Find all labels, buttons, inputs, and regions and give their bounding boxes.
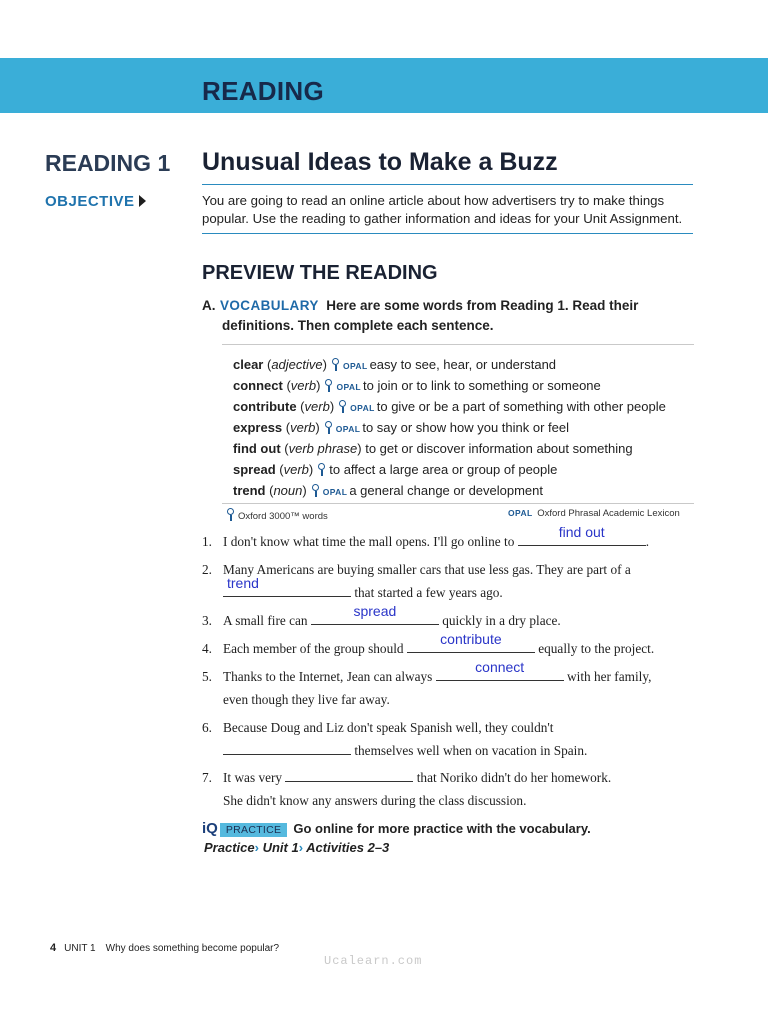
objective-line-1: You are going to read an online article about how advertisers try to make things [202, 193, 665, 208]
answer-blank[interactable] [407, 631, 535, 653]
vocab-pos: verb [290, 378, 317, 393]
question-number: 5. [202, 669, 212, 684]
vocab-word: express [233, 420, 283, 435]
answer-text: spread [353, 603, 397, 619]
vocab-definition: to join or to link to something or someone [363, 378, 601, 393]
objective-text: OBJECTIVE [45, 193, 135, 210]
section-title: READING [202, 76, 324, 106]
vocabulary-item: spread (verb) to affect a large area or group of people [233, 462, 558, 477]
vocab-definition: easy to see, hear, or understand [369, 357, 557, 372]
instruction-line-2: definitions. Then complete each sentence. [222, 318, 494, 333]
question-6 [202, 716, 692, 762]
reading-number-label: READING 1 [45, 150, 171, 176]
answer-blank[interactable] [518, 524, 646, 546]
answer-blank[interactable] [311, 603, 439, 625]
oxford-key-icon [324, 379, 333, 392]
question-number: 4. [202, 641, 212, 656]
vocab-definition: to affect a large area or group of people [329, 462, 558, 477]
question-1 [202, 524, 692, 553]
vocab-word: contribute [233, 399, 297, 414]
opal-tag: OPAL [342, 361, 368, 371]
vocabulary-item: trend (noun) OPAL a general change or development [233, 483, 544, 498]
question-text-line-2: She didn't know any answers during the class discussion. [223, 793, 527, 808]
question-text: Many Americans are buying smaller cars that use less gas. They are part of a [223, 562, 631, 577]
vocab-definition: a general change or development [349, 483, 544, 498]
question-text: Thanks to the Internet, Jean can always [223, 669, 433, 684]
path-activities[interactable]: Activities 2–3 [306, 840, 390, 855]
opal-tag: OPAL [322, 487, 348, 497]
section-banner [0, 58, 768, 113]
question-text-after: quickly in a dry place. [442, 613, 561, 628]
path-unit[interactable]: Unit 1 [262, 840, 299, 855]
question-text-after: . [645, 534, 650, 549]
answer-blank[interactable] [223, 739, 351, 755]
question-text-after: equally to the project. [538, 641, 655, 656]
vocabulary-item: express (verb) OPAL to say or show how you think or feel [233, 420, 570, 435]
question-5 [202, 659, 692, 711]
vocab-word: trend [233, 483, 266, 498]
vocabulary-item: find out (verb phrase) to get or discover information about something [233, 441, 633, 456]
question-text: Because Doug and Liz don't speak Spanish well, they couldn't [223, 720, 554, 735]
page-number: 4 [50, 942, 57, 954]
question-number: 7. [202, 770, 212, 785]
opal-tag: OPAL [336, 382, 362, 392]
vocab-word: clear [233, 357, 264, 372]
vocab-word: find out [233, 441, 281, 456]
oxford-legend-text: Oxford 3000™ words [238, 511, 328, 522]
vocabulary-item: clear (adjective) OPAL easy to see, hear, or understand [233, 357, 557, 372]
question-number: 3. [202, 613, 212, 628]
question-7 [202, 766, 692, 812]
question-text-after: with her family, [567, 669, 652, 684]
oxford-legend [222, 508, 328, 522]
page-footer [50, 942, 279, 954]
oxford-key-icon [338, 400, 347, 413]
question-text-line-2: even though they live far away. [223, 692, 390, 707]
vocab-pos: verb [304, 399, 330, 414]
oxford-key-icon [317, 463, 326, 476]
oxford-key-icon [226, 508, 235, 521]
question-number: 1. [202, 534, 212, 549]
oxford-key-icon [311, 484, 320, 497]
vocab-box-top-rule [222, 344, 694, 345]
question-text-after: that Noriko didn't do her homework. [416, 770, 612, 785]
answer-text: find out [558, 524, 605, 540]
vocab-pos: verb phrase [288, 441, 358, 456]
triangle-right-icon [139, 195, 146, 207]
opal-tag: OPAL [335, 424, 361, 434]
opal-tag: OPAL [508, 508, 533, 518]
question-text: Each member of the group should [223, 641, 404, 656]
vocab-pos: noun [273, 483, 303, 498]
vocabulary-label: VOCABULARY [220, 298, 319, 313]
question-text: It was very [223, 770, 283, 785]
vocabulary-list [233, 354, 693, 501]
vocab-pos: verb [283, 462, 309, 477]
question-number: 6. [202, 720, 212, 735]
answer-text: contribute [440, 631, 502, 647]
vocabulary-item: contribute (verb) OPAL to give or be a part of something with other people [233, 399, 666, 414]
answer-blank[interactable] [285, 766, 413, 782]
iq-logo: iQ [202, 820, 218, 837]
article-title: Unusual Ideas to Make a Buzz [202, 148, 558, 176]
objective-label [45, 193, 146, 210]
practice-badge[interactable]: PRACTICE [220, 823, 288, 837]
question-text: I don't know what time the mall opens. I'll go online to [223, 534, 515, 549]
title-divider [202, 184, 693, 185]
vocab-word: spread [233, 462, 276, 477]
opal-legend [508, 508, 680, 519]
objective-description [202, 192, 694, 228]
answer-blank[interactable] [223, 575, 351, 597]
practice-text: Go online for more practice with the vocabulary. [293, 821, 591, 836]
vocab-definition: to get or discover information about something [365, 441, 633, 456]
vocab-pos: adjective [271, 357, 323, 372]
question-text-after: themselves well when on vacation in Spain. [354, 743, 588, 758]
opal-tag: OPAL [350, 403, 375, 413]
oxford-key-icon [324, 421, 333, 434]
footer-question: Why does something become popular? [105, 943, 280, 954]
vocab-box-bottom-rule [222, 503, 694, 504]
instruction-line-1: Here are some words from Reading 1. Read their [326, 298, 639, 313]
objective-divider [202, 233, 693, 234]
question-number: 2. [202, 562, 212, 577]
preview-heading: PREVIEW THE READING [202, 262, 438, 284]
answer-text: trend [227, 575, 259, 591]
question-2 [202, 558, 692, 604]
chevron-right-icon: › [254, 840, 259, 855]
watermark: Ucalearn.com [324, 954, 423, 968]
vocabulary-instructions [202, 296, 682, 336]
path-practice[interactable]: Practice [204, 840, 255, 855]
vocab-word: connect [233, 378, 283, 393]
opal-legend-text: Oxford Phrasal Academic Lexicon [537, 508, 680, 519]
oxford-key-icon [331, 358, 340, 371]
question-text: A small fire can [223, 613, 308, 628]
vocab-definition: to say or show how you think or feel [362, 420, 570, 435]
objective-line-2: popular. Use the reading to gather information and ideas for your Unit Assignment. [202, 211, 683, 226]
practice-path [204, 840, 389, 855]
vocab-pos: verb [290, 420, 316, 435]
exercise-letter: A. [202, 298, 216, 313]
question-text-after: that started a few years ago. [354, 585, 503, 600]
answer-text: connect [475, 659, 525, 675]
answer-blank[interactable] [436, 659, 564, 681]
iq-practice-callout [202, 820, 591, 837]
chevron-right-icon: › [298, 840, 304, 855]
footer-unit: UNIT 1 [64, 943, 96, 954]
vocab-definition: to give or be a part of something with other people [376, 399, 666, 414]
vocabulary-item: connect (verb) OPAL to join or to link to something or someone [233, 378, 601, 393]
